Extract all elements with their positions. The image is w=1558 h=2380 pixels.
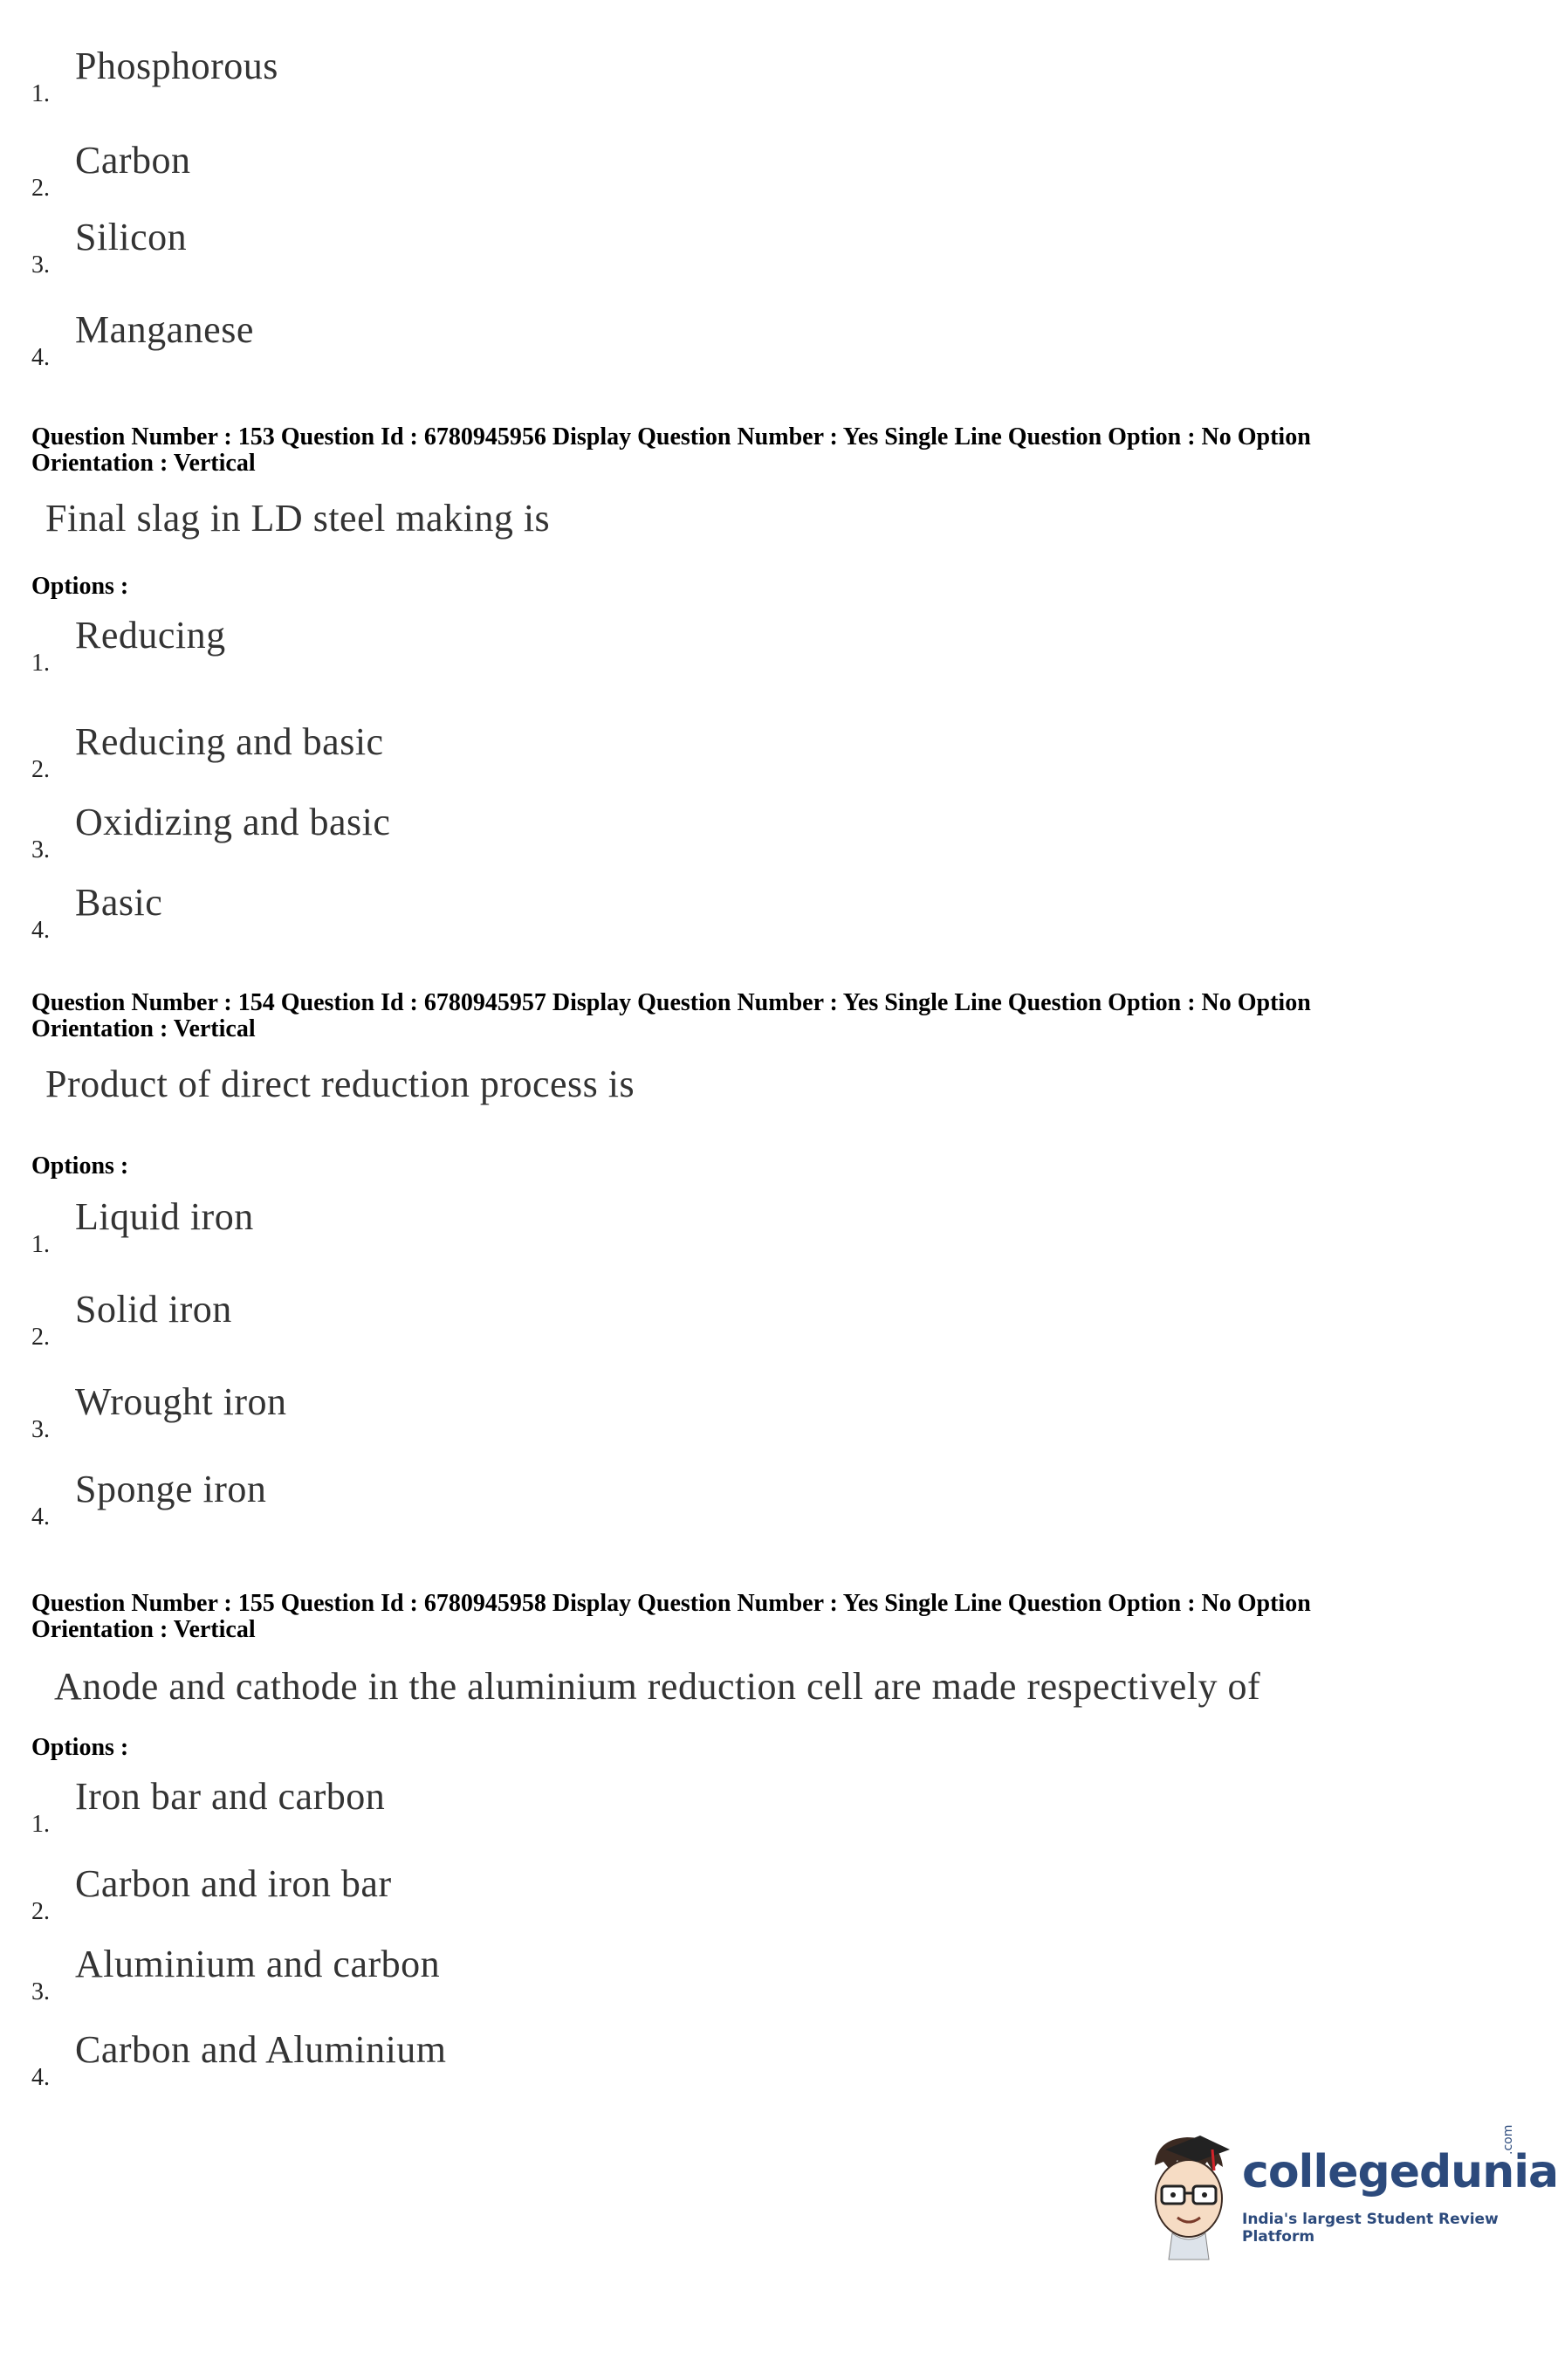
option-text: Silicon	[75, 216, 188, 258]
option-number: 4.	[31, 344, 50, 371]
meta-line-2: Orientation : Vertical	[31, 1015, 256, 1042]
q155-option-1	[31, 1774, 1341, 1844]
option-text: Iron bar and carbon	[75, 1775, 386, 1818]
q154-option-3	[31, 1379, 1341, 1449]
option-number: 1.	[31, 1231, 50, 1258]
option-number: 3.	[31, 251, 50, 279]
option-text: Wrought iron	[75, 1380, 287, 1423]
option-text: Sponge iron	[75, 1468, 267, 1510]
option-number: 3.	[31, 836, 50, 863]
meta-line-1: Question Number : 154 Question Id : 6780945957 Display Question Number : Yes Single Line Question Option : No Option	[31, 989, 1311, 1016]
option-text: Reducing and basic	[75, 720, 384, 763]
q153-question-text: Final slag in LD steel making is	[45, 497, 551, 540]
option-number: 1.	[31, 650, 50, 677]
option-number: 2.	[31, 756, 50, 783]
option-text: Carbon	[75, 139, 191, 182]
option-text: Aluminium and carbon	[75, 1943, 441, 1985]
option-number: 2.	[31, 1898, 50, 1925]
logo-dotcom-text: .com	[1501, 2124, 1515, 2155]
q155-options-label: Options :	[31, 1734, 129, 1761]
q152-option-1	[31, 44, 1341, 113]
option-text: Solid iron	[75, 1288, 232, 1331]
q153-option-3	[31, 800, 1341, 870]
collegedunia-logo	[1139, 2124, 1558, 2261]
q152-option-4	[31, 307, 1341, 377]
q153-options-label: Options :	[31, 573, 129, 600]
q155-option-3	[31, 1942, 1341, 2012]
meta-line-1: Question Number : 153 Question Id : 6780945956 Display Question Number : Yes Single Line Question Option : No Option	[31, 423, 1311, 451]
option-text: Liquid iron	[75, 1195, 254, 1238]
option-text: Phosphorous	[75, 45, 278, 87]
option-text: Carbon and Aluminium	[75, 2028, 447, 2071]
option-text: Reducing	[75, 614, 226, 657]
q154-meta	[31, 990, 1515, 1042]
mascot-icon	[1139, 2130, 1239, 2261]
meta-line-2: Orientation : Vertical	[31, 450, 256, 477]
q154-option-2	[31, 1287, 1341, 1357]
meta-line-2: Orientation : Vertical	[31, 1616, 256, 1643]
option-number: 1.	[31, 1811, 50, 1838]
logo-tagline: India's largest Student Review Platform	[1242, 2211, 1499, 2246]
q155-option-4	[31, 2027, 1341, 2097]
option-text: Basic	[75, 881, 163, 924]
q153-option-4	[31, 880, 1341, 950]
option-text: Oxidizing and basic	[75, 801, 391, 843]
q155-meta	[31, 1591, 1515, 1643]
option-number: 2.	[31, 175, 50, 202]
q154-option-4	[31, 1467, 1341, 1537]
option-number: 4.	[31, 2064, 50, 2091]
option-number: 3.	[31, 1416, 50, 1443]
option-text: Manganese	[75, 308, 254, 351]
q155-option-2	[31, 1861, 1341, 1931]
q152-option-3	[31, 215, 1341, 285]
meta-line-1: Question Number : 155 Question Id : 6780945958 Display Question Number : Yes Single Line Question Option : No Option	[31, 1590, 1311, 1617]
option-number: 4.	[31, 917, 50, 944]
q154-question-text: Product of direct reduction process is	[45, 1063, 635, 1105]
q153-meta	[31, 424, 1515, 477]
q155-question-text: Anode and cathode in the aluminium reduction cell are made respectively of	[54, 1665, 1261, 1708]
q153-option-1	[31, 613, 1341, 683]
option-number: 3.	[31, 1978, 50, 2005]
option-number: 2.	[31, 1324, 50, 1351]
option-text: Carbon and iron bar	[75, 1862, 392, 1905]
option-number: 1.	[31, 80, 50, 107]
q154-option-1	[31, 1194, 1341, 1264]
q152-option-2	[31, 138, 1341, 208]
option-number: 4.	[31, 1503, 50, 1530]
logo-brand-text: collegedunia	[1242, 2146, 1558, 2198]
q154-options-label: Options :	[31, 1152, 129, 1180]
q153-option-2	[31, 719, 1341, 789]
